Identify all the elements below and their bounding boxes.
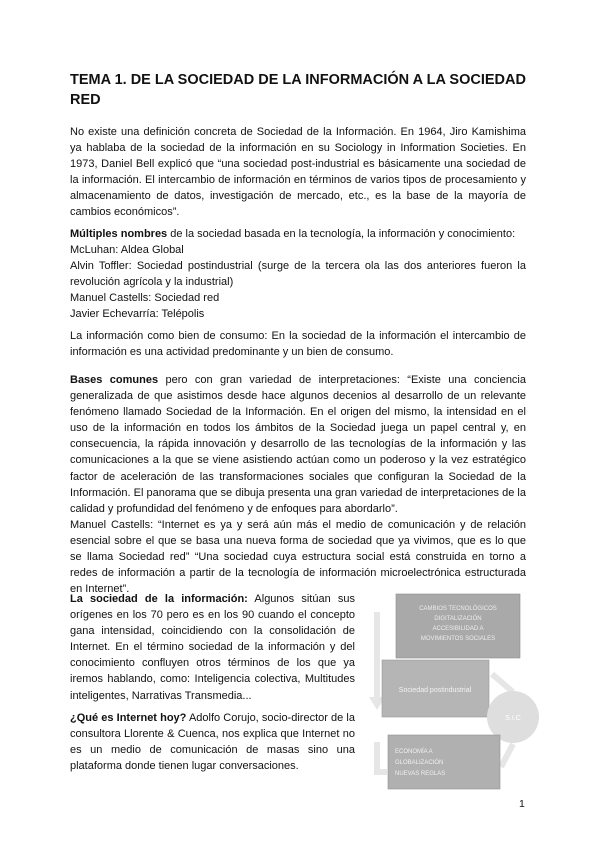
internet-bold: ¿Qué es Internet hoy? bbox=[70, 712, 187, 724]
circle-to-bottom-arrow bbox=[501, 744, 513, 767]
top-box-line: CAMBIOS TECNOLÓGICOS bbox=[419, 606, 497, 612]
multiples-bold: Múltiples nombres bbox=[70, 228, 168, 240]
page-title: TEMA 1. DE LA SOCIEDAD DE LA INFORMACIÓN A LA SOCIEDAD RED bbox=[70, 72, 526, 108]
bases-rest: pero con gran variedad de interpretaciones: “Existe una conciencia generalizada de que asistimos desde hace algunos decenios al desarrollo de un relevante fenómeno llamado Sociedad de la Información. En el origen del mismo, la intensidad en el uso de la información en todos los ámbitos de la Sociedad juega un papel central y, en consecuencia, la rápida innovación y desarrollo de las tecnologías de la información y las comunicaciones a la que se viene asistiendo actúan como un poderoso y la vez estratégico factor de aceleración de las transformaciones sociales que configuran la Sociedad de la Información. El panorama que se dibuja presenta una gran variedad de interpretaciones de la calidad y profundidad del fenómeno y de enfoques para abordarlo”. bbox=[70, 374, 526, 515]
sociedad-bold: La sociedad de la información: bbox=[70, 593, 248, 605]
bases-paragraph bbox=[70, 372, 526, 517]
sociedad-section bbox=[70, 591, 355, 704]
bases-section bbox=[70, 372, 526, 597]
bottom-box-line: ECONOMÍA A bbox=[395, 749, 433, 755]
internet-section bbox=[70, 710, 355, 774]
multiples-line: Alvin Toffler: Sociedad postindustrial (surge de la tercera ola las dos anteriores fueron la revolución agrícola y la industrial) bbox=[70, 260, 526, 289]
internet-paragraph bbox=[70, 710, 355, 774]
castells-paragraph: Manuel Castells: “Internet es ya y será aún más el medio de comunicación y de relación esencial sobre el que se basa una nueva forma de sociedad que ya vivimos, que es lo que se llama Sociedad red” “Una sociedad cuya estructura social está construida en torno a redes de información a partir de la tecnología de información microelectrónica estructurada en Internet”. bbox=[70, 518, 526, 596]
page-number: 1 bbox=[519, 798, 525, 810]
multiples-heading bbox=[70, 226, 526, 242]
multiples-line: Javier Echevarría: Telépolis bbox=[70, 308, 205, 321]
intro-paragraph bbox=[70, 124, 526, 221]
sociedad-paragraph bbox=[70, 591, 355, 704]
bottom-box-line: NUEVAS REGLAS bbox=[395, 771, 446, 777]
info-consumo-paragraph bbox=[70, 328, 526, 360]
internet-rest: Adolfo Corujo, socio-director de la consultora Llorente & Cuenca, nos explica que Internet no es un medio de comunicación de masas sino una plataforma donde tienen lugar conversaciones. bbox=[70, 712, 355, 773]
bases-bold: Bases comunes bbox=[70, 374, 159, 386]
top-box-line: DIGITALIZACIÓN bbox=[434, 616, 482, 622]
multiples-rest: de la sociedad basada en la tecnología, la información y conocimiento: bbox=[167, 228, 516, 240]
top-box-line: ACCESIBILIDAD A bbox=[432, 626, 484, 632]
multiples-line: McLuhan: Aldea Global bbox=[70, 244, 184, 257]
intro-text: No existe una definición concreta de Sociedad de la Información. En 1964, Jiro Kamishima ya hablaba de la sociedad de la información en su Sociology in Information Societies. En 1973, Daniel Bell explicó que “una sociedad post-industrial es básicamente una sociedad de la información. El intercambio de información en términos de varios tipos de procesamiento y almacenamiento de datos, investigación de mercado, etc., es la base de la mayoría de cambios económicos”. bbox=[70, 126, 526, 219]
sic-diagram bbox=[361, 592, 551, 790]
info-consumo-text: La información como bien de consumo: En la sociedad de la información el intercambio de información es una actividad predominante y un bien de consumo. bbox=[70, 330, 526, 359]
multiples-section bbox=[70, 226, 526, 323]
sic-circle-label: S.I.C bbox=[505, 715, 521, 722]
bottom-box-line: GLOBALIZACIÓN bbox=[395, 760, 444, 766]
top-box-line: MOVIMIENTOS SOCIALES bbox=[420, 636, 496, 642]
multiples-line: Manuel Castells: Sociedad red bbox=[70, 292, 220, 305]
top-to-circle-arrow bbox=[492, 674, 513, 692]
middle-box-label: Sociedad postindustrial bbox=[398, 687, 472, 694]
sociedad-rest: Algunos sitúan sus orígenes en los 70 pero es en los 90 cuando el concepto gana intensidad, coincidiendo con la consolidación de Internet. En el término sociedad de la información y del conocimiento confluyen otros términos de los que ya iremos hablando, como: Inteligencia colectiva, Multitudes inteligentes, Narrativas Transmedia... bbox=[70, 593, 355, 702]
bottom-left-connector-arrow bbox=[377, 742, 387, 772]
